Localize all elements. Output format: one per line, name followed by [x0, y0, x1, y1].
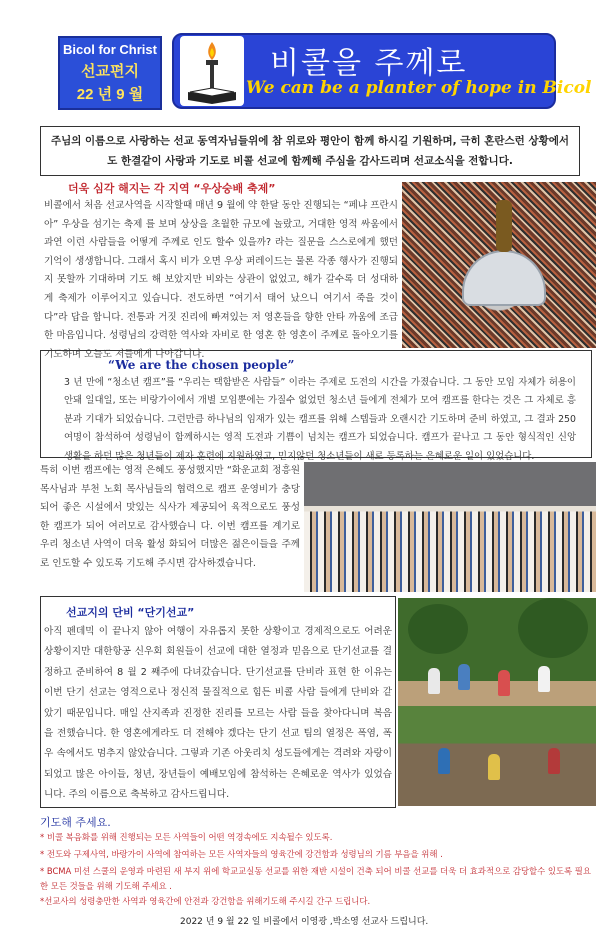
section2-title: “We are the chosen people”	[108, 358, 295, 372]
header-slogan: We can be a planter of hope in Bicol	[246, 78, 592, 98]
torch-bible-logo	[180, 36, 244, 106]
section1-body: 비콜에서 처음 선교사역을 시작할때 매년 9 월에 약 한달 동안 진행되는 “페냐 프란시아” 우상을 섬기는 축제 를 보며 상상을 초월한 규모에 놀랐고, 거대한 영적 싸움에서 과연 이런 사람들을 어떻게 주께로 인도 할수 있을까? 라는 질문을 스스로에게 했던 기억이 생생합니다. 그래서 혹시 비가 오면 우상 퍼레이드는 물론 각종 행사가 진행되지 못할까 기대하며 기도 해 보았지만 비와는 상관이 없었고, 해가 갈수록 더 성대하게 축제가 이루어지고 있습니다. 전도하면 “여기서 태어 났으니 여기서 죽을 것이다”라 답을 합니다. 전통과 거짓 진리에 빠져있는 저 영혼들을 향한 안타 까움에 조급한 마음입니다. 성령님의 강력한 역사와 자비로 한 영혼 한 영혼이 주께로 돌아오기를 기도하며 오늘도 저들에게 나아갑니다.	[44, 200, 398, 360]
person-shape	[438, 748, 450, 774]
person-shape	[498, 670, 510, 696]
header-title: 비콜을 주께로	[270, 46, 468, 81]
prayer-item: *선교사의 성령충만한 사역과 영육간에 안전과 강건함을 위해기도해 주시길 간구 드립니다.	[40, 896, 371, 906]
header-label-box	[58, 36, 162, 110]
header-date: 22 년 9 월	[76, 86, 144, 103]
section4-title: 선교지의 단비 “단기선교”	[66, 606, 195, 619]
festival-statue	[496, 200, 512, 252]
torch-icon	[180, 36, 244, 106]
prayer-title: 기도해 주세요.	[40, 816, 111, 829]
person-shape	[548, 748, 560, 774]
person-shape	[458, 664, 470, 690]
header-org: Bicol for Christ	[63, 42, 157, 57]
greeting-text: 주님의 이름으로 사랑하는 선교 동역자님들위에 참 위로와 평안이 함께 하시길 기원하며, 극히 혼란스런 상황에서도 한결같이 사랑과 기도로 비콜 선교에 함께해 주심을 감사드리며 선교소식을 전합니다.	[40, 126, 580, 176]
youth-camp-group-photo	[304, 462, 596, 592]
tree-shape	[518, 598, 588, 658]
short-term-mission-photo	[398, 598, 596, 806]
prayer-item: * 비콜 복음화를 위해 진행되는 모든 사역들이 어떤 역경속에도 지속될수 있도록.	[40, 832, 333, 842]
header-kind: 선교편지	[81, 63, 139, 80]
section3-body: 특히 이번 캠프에는 영적 은혜도 풍성했지만 “화운교회 정흥원 목사님과 부천 노회 목사님들의 협력으로 캠프 운영비가 충당되어 좋은 시설에서 맛있는 식사가 제공되어 육적으로도 풍성한 캠프가 되어 여러모로 감사했습니 다. 이번 캠프를 계기로 우리 청소년 사역이 더욱 활성 화되어 더많은 젊은이들을 주께로 인도할 수 있도록 기도해 주시면 감사하겠습니다.	[40, 465, 300, 569]
person-shape	[428, 668, 440, 694]
section1-title: 더욱 심각 해지는 각 지역 “우상숭배 축제”	[68, 182, 276, 195]
section2-body: 3 년 만에 “청소년 캠프”를 “우리는 택함받은 사람들” 이라는 주제로 도전의 시간을 가졌습니다. 그 동안 모임 자체가 허용이 안돼 일대일, 또는 비랑가이에서 개별 모임뿐에는 가질수 없었던 청소년 들에게 전체가 모여 캠프를 한다는 것은 그 자체로 흥분과 기대가 되었습니다. 그런만큼 하나님의 임재가 있는 캠프를 위해 스텝들과 오랜시간 기도하며 준비 하였고, 그 결과 250 여명이 참석하여 성령님이 함께하시는 영적 도전과 기쁨이 넘치는 캠프가 되었습니다. 캠프가 끝나고 그 동안 형식적인 신앙 생활을 하던 많은 청년들이 제자 훈련에 지원하였고, 믿지않던 청소년들이 새로 등록하는 은혜로운 일이 있었습니다.	[64, 377, 576, 462]
prayer-item: * BCMA 미션 스쿨의 운영과 마련된 새 부지 위에 학교교실동 선교를 위한 재반 시설이 건축 되어 비콜 선교를 더욱 더 효과적으로 감당할수 있도록 필요한 모든 것들을 위해 기도해 주세요 .	[40, 866, 591, 891]
section4-body: 아직 펜데믹 이 끝나지 않아 여행이 자유롭지 못한 상황이고 경제적으로도 어려운 상황이지만 대한항공 신우회 회원들이 선교에 대한 열정과 믿음으로 단기선교를 결정하고 준비하여 8 월 2 째주에 다녀갔습니다. 단기선교를 단비라 표현 한 이유는 이번 단기 선교는 영적으로나 정신적 물질적으로 힘든 비콜 사람 들에게 단비와 같았기 때문입니다. 매일 산지족과 진정한 진리를 모르는 사람 들을 찾아다니며 복음을 전했습니다. 한 영혼에게라도 더 전해야 겠다는 단기 선교 팀의 열정은 폭염, 폭우 속에서도 멈추지 않았습니다. 그렇과 기존 아웃리치 성도들에게는 격려와 자랑이 되었고 많은 아이들, 청년, 장년들이 예배모임에 참석하는 은혜로운 역사가 있었습니다. 주의 이름으로 축복하고 감사드립니다.	[44, 626, 392, 801]
tree-shape	[408, 604, 468, 654]
signature-footer: 2022 년 9 월 22 일 비콜에서 이영광 ,박소영 선교사 드립니다.	[180, 917, 429, 927]
prayer-item: * 전도와 구제사역, 바랑가이 사역에 참여하는 모든 사역자들의 영육간에 강건함과 성령님의 기름 부음을 위해 .	[40, 849, 443, 859]
person-shape	[538, 666, 550, 692]
person-shape	[488, 754, 500, 780]
